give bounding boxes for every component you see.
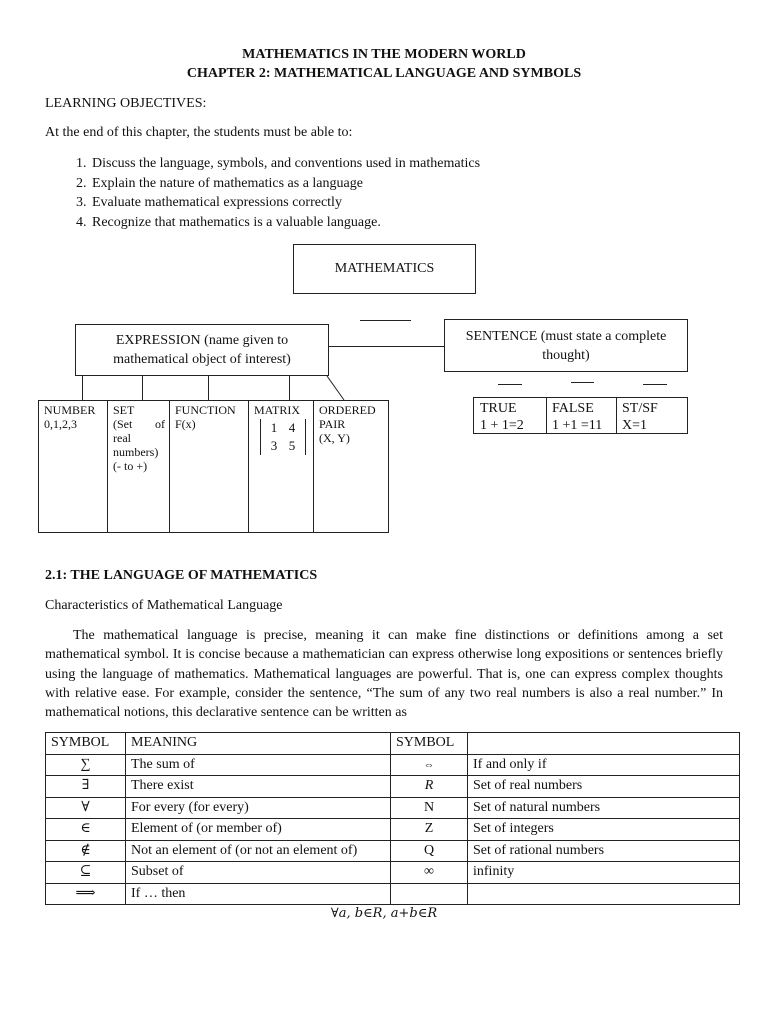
symbol-cell: ∑ [46, 754, 126, 776]
diagram-connector [329, 346, 444, 347]
chapter-title: CHAPTER 2: MATHEMATICAL LANGUAGE AND SYMBOLS [186, 66, 582, 81]
number-cell: NUMBER 0,1,2,3 [44, 403, 96, 431]
meaning-cell: infinity [468, 862, 740, 884]
meaning-cell: Subset of [126, 862, 391, 884]
table-row [46, 819, 740, 841]
matrix-cell: MATRIX 1 4 3 5 [250, 401, 313, 457]
formula: ∀a, b∈R, a+b∈R [330, 906, 438, 921]
diagram-connector [82, 376, 83, 400]
diagram-connector [498, 384, 522, 385]
objectives-list [46, 154, 726, 232]
table-header: SYMBOL [391, 733, 468, 755]
meaning-cell [468, 883, 740, 905]
diagram-divider [313, 400, 314, 533]
table-row [46, 862, 740, 884]
diagram-divider [248, 400, 249, 533]
matrix-example: 1 4 3 5 [260, 419, 306, 455]
list-item: 4. Recognize that mathematics is a valuable language. [90, 213, 726, 233]
function-cell: FUNCTION F(x) [175, 403, 236, 431]
document-title: MATHEMATICS IN THE MODERN WORLD [242, 47, 526, 62]
st-sf-cell: ST/SF X=1 [622, 401, 658, 433]
meaning-cell: Set of integers [468, 819, 740, 841]
symbol-table [45, 732, 740, 905]
symbol-cell: ⟹ [46, 883, 126, 905]
diagram-divider [616, 397, 617, 434]
diagram-connector [289, 376, 290, 400]
meaning-cell: Set of rational numbers [468, 840, 740, 862]
meaning-cell: Not an element of (or not an element of) [126, 840, 391, 862]
list-item: 2. Explain the nature of mathematics as a language [90, 174, 726, 194]
symbol-cell: ∈ [46, 819, 126, 841]
symbol-cell: ∞ [391, 862, 468, 884]
meaning-cell: Set of real numbers [468, 776, 740, 798]
table-row [46, 754, 740, 776]
diagram-divider [107, 400, 108, 533]
meaning-cell: For every (for every) [126, 797, 391, 819]
symbol-cell: ∀ [46, 797, 126, 819]
section-paragraph: The mathematical language is precise, meaning it can make fine distinctions or definitions among a set mathematical symbol. It is concise because a mathematician can express otherwise long expositions or sentences briefly using the language of mathematics. Mathematical languages are powerful. That is, one can express complex thoughts with relative ease. For example, consider the sentence, “The sum of any two real numbers is also a real number.” In mathematical notions, this declarative sentence can be written as [45, 628, 723, 721]
diagram-connector [571, 382, 594, 383]
diagram-divider [169, 400, 170, 533]
meaning-cell: There exist [126, 776, 391, 798]
list-item: 3. Evaluate mathematical expressions correctly [90, 193, 726, 213]
diagram-connector [142, 376, 143, 400]
diagram-connector [208, 376, 209, 400]
true-cell: TRUE 1 + 1=2 [480, 401, 524, 433]
symbol-cell: Z [391, 819, 468, 841]
diagram-divider [546, 397, 547, 434]
meaning-cell: The sum of [126, 754, 391, 776]
meaning-cell: If and only if [468, 754, 740, 776]
section-heading: 2.1: THE LANGUAGE OF MATHEMATICS [45, 568, 318, 583]
meaning-cell: Element of (or member of) [126, 819, 391, 841]
objectives-heading: LEARNING OBJECTIVES: [45, 96, 207, 111]
expression-node: EXPRESSION (name given to mathematical object of interest) [75, 324, 329, 376]
section-subheading: Characteristics of Mathematical Language [45, 598, 283, 613]
table-row [46, 840, 740, 862]
symbol-cell: ⇔ [391, 754, 468, 776]
symbol-cell [391, 883, 468, 905]
diagram-connector [643, 384, 667, 385]
meaning-cell: Set of natural numbers [468, 797, 740, 819]
sentence-node: SENTENCE (must state a complete thought) [444, 319, 688, 372]
table-header: SYMBOL [46, 733, 126, 755]
symbol-cell: ⊆ [46, 862, 126, 884]
table-header: MEANING [126, 733, 391, 755]
table-row [46, 883, 740, 905]
symbol-cell: Q [391, 840, 468, 862]
diagram-connector [360, 320, 411, 321]
symbol-cell: ∃ [46, 776, 126, 798]
objectives-intro: At the end of this chapter, the students must be able to: [45, 125, 353, 140]
ordered-pair-cell: ORDERED PAIR (X, Y) [319, 403, 376, 445]
symbol-cell: ∉ [46, 840, 126, 862]
meaning-cell: If … then [126, 883, 391, 905]
false-cell: FALSE 1 +1 =11 [552, 401, 603, 433]
diagram-connector [326, 375, 346, 401]
table-header [468, 733, 740, 755]
mathematics-node: MATHEMATICS [293, 244, 476, 294]
table-header-row [46, 733, 740, 755]
symbol-cell: N [391, 797, 468, 819]
table-row [46, 797, 740, 819]
list-item: 1. Discuss the language, symbols, and conventions used in mathematics [90, 154, 726, 174]
set-cell: SET (Set of real numbers) (- to +) [113, 403, 165, 473]
table-row [46, 776, 740, 798]
symbol-cell: R [391, 776, 468, 798]
